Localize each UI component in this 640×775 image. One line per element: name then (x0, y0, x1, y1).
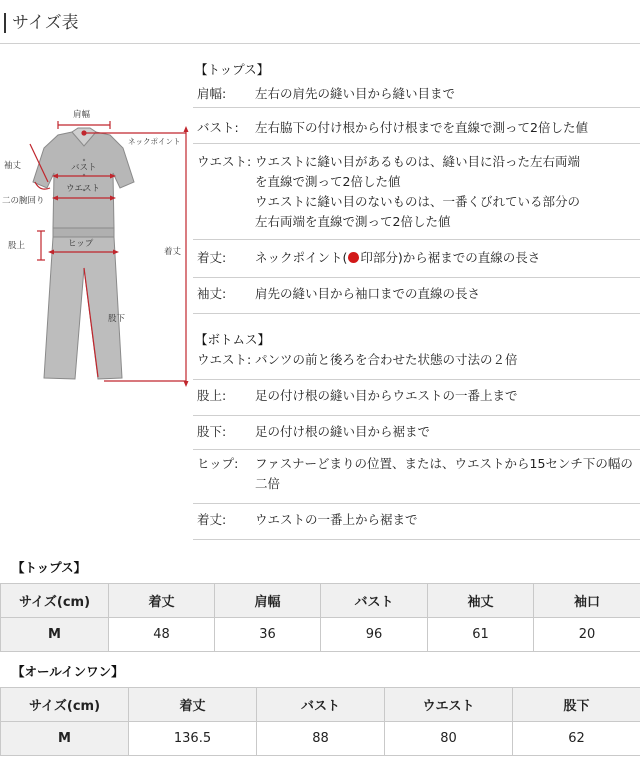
label-sleeve: 袖丈 (4, 161, 22, 171)
allinone-size-table (0, 687, 640, 756)
label-inseam: 股下 (108, 314, 126, 324)
label-upper-arm: 二の腕回り (2, 196, 45, 206)
table-header-cell: バスト (321, 584, 428, 618)
def-desc: ファスナーどまりの位置、または、ウエストから15センチ下の幅の 二倍 (255, 456, 633, 491)
table-header-cell: 着丈 (129, 688, 257, 722)
page-title: サイズ表 (12, 13, 79, 33)
def-desc: ウエストに縫い目があるものは、縫い目に沿った左右両端 を直線で測って2倍した値 ウエストに縫い目のないものは、一番くびれている部分の 左右両端を直線で測って2倍した値 (255, 154, 581, 229)
tops-size-table (0, 583, 640, 652)
table-header-cell: 着丈 (109, 584, 215, 618)
garment-diagram (0, 100, 192, 400)
def-term: 着丈: (197, 512, 227, 527)
def-row-length (193, 248, 640, 278)
table-row (1, 722, 640, 756)
def-row-sleeve (193, 284, 640, 314)
table-cell: 96 (321, 618, 428, 652)
table-header-row (1, 688, 640, 722)
table-cell: 80 (385, 722, 513, 756)
table-cell: 136.5 (129, 722, 257, 756)
def-row-shoulder (193, 84, 640, 108)
def-desc: 左右の肩先の縫い目から縫い目まで (255, 86, 456, 101)
table-header-cell: 袖丈 (428, 584, 534, 618)
label-rise: 股上 (8, 241, 26, 251)
label-shoulder: 肩幅 (73, 110, 91, 120)
def-term: 股上: (197, 388, 227, 403)
label-neck-point: ネックポイント (128, 137, 181, 146)
def-row-bottom-waist (193, 350, 640, 380)
label-hip: ヒップ (68, 239, 94, 249)
label-length: 着丈 (164, 247, 182, 257)
page-header (0, 0, 640, 44)
def-row-inseam (193, 422, 640, 450)
bottoms-section-title: 【ボトムス】 (195, 332, 271, 347)
def-term: ヒップ: (197, 456, 239, 471)
def-desc: 足の付け根の縫い目からウエストの一番上まで (255, 388, 518, 403)
def-term: 着丈: (197, 250, 227, 265)
def-row-bust (193, 118, 640, 144)
def-term: 股下: (197, 424, 227, 439)
def-desc: ウエストの一番上から裾まで (255, 512, 418, 527)
table-header-cell: 肩幅 (215, 584, 321, 618)
tops-section-title: 【トップス】 (195, 62, 270, 77)
neck-point-dot (81, 130, 86, 135)
table-cell: 36 (215, 618, 321, 652)
label-waist: ウエスト (66, 184, 101, 194)
table-header-row (1, 584, 640, 618)
def-row-hip (193, 454, 640, 504)
def-desc: パンツの前と後ろを合わせた状態の寸法の２倍 (255, 352, 518, 367)
def-row-waist (193, 152, 640, 240)
def-term: バスト: (197, 120, 239, 135)
table-header-cell: サイズ(cm) (1, 584, 109, 618)
def-term: ウエスト: (197, 352, 252, 367)
waistband-shape (53, 228, 114, 237)
neck-point-dot-icon (348, 252, 359, 263)
table-cell-size: M (1, 618, 109, 652)
def-row-bottom-length (193, 510, 640, 540)
table-header-cell: 袖口 (534, 584, 640, 618)
table-header-cell: ウエスト (385, 688, 513, 722)
table-cell: 62 (513, 722, 640, 756)
shirt-shape (33, 132, 134, 228)
allinone-table-title: 【オールインワン】 (12, 664, 124, 679)
table-cell: 88 (257, 722, 385, 756)
def-desc: 肩先の縫い目から袖口までの直線の長さ (255, 286, 481, 301)
label-bust: バスト (71, 163, 97, 173)
def-term: 肩幅: (197, 86, 227, 101)
table-cell: 20 (534, 618, 640, 652)
table-header-cell: サイズ(cm) (1, 688, 129, 722)
table-cell-size: M (1, 722, 129, 756)
table-header-cell: バスト (257, 688, 385, 722)
table-row (1, 618, 640, 652)
def-desc: ネックポイント( 印部分)から裾までの直線の長さ (255, 250, 541, 265)
def-term: 袖丈: (197, 286, 227, 301)
def-row-rise (193, 386, 640, 416)
def-desc: 足の付け根の縫い目から裾まで (255, 424, 431, 439)
table-cell: 61 (428, 618, 534, 652)
title-bar-accent (4, 13, 6, 33)
def-desc: 左右脇下の付け根から付け根までを直線で測って2倍した値 (255, 120, 588, 135)
table-cell: 48 (109, 618, 215, 652)
pants-shape (44, 237, 122, 379)
def-term: ウエスト: (197, 154, 252, 169)
tops-table-title: 【トップス】 (12, 560, 87, 575)
table-header-cell: 股下 (513, 688, 640, 722)
